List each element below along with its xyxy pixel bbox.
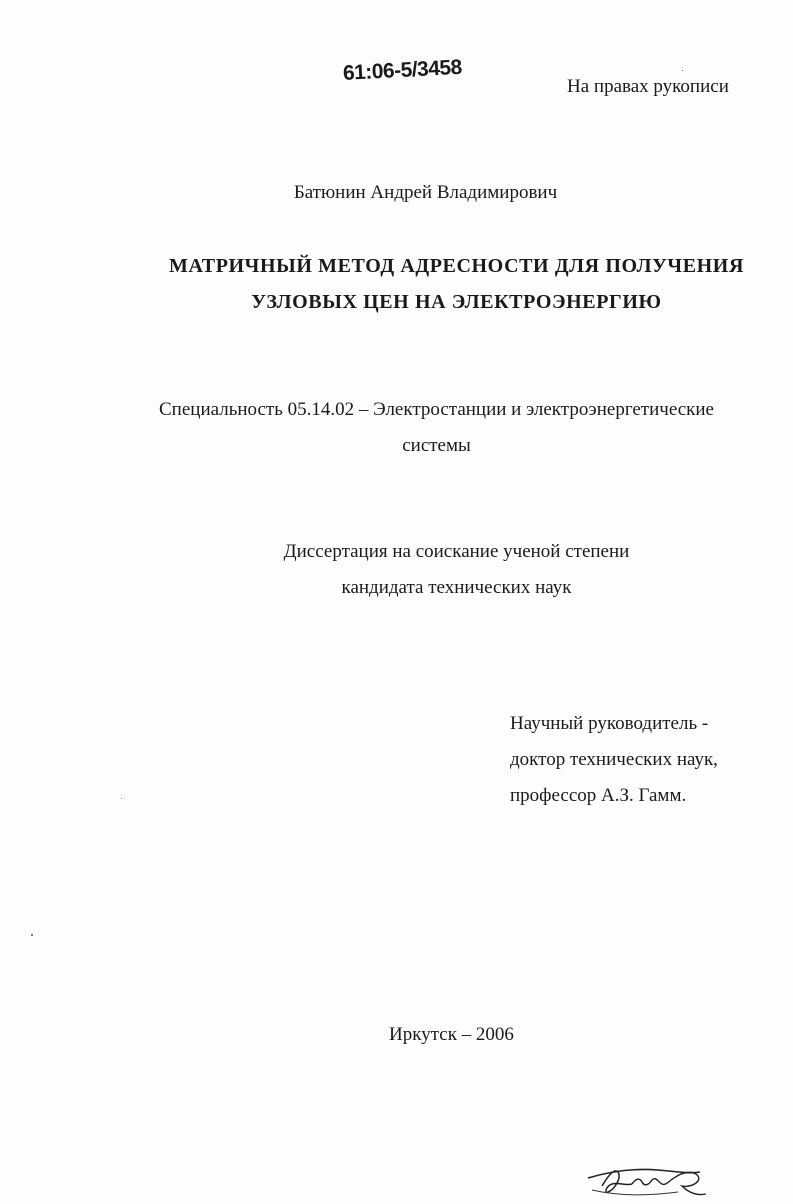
degree-line-1: Диссертация на соискание ученой степени [283, 541, 630, 562]
supervisor-line-3: профессор А.З. Гамм. [510, 785, 687, 806]
dissertation-title [100, 248, 793, 320]
supervisor-block [510, 706, 718, 814]
degree-line-2: кандидата технических наук [341, 577, 572, 598]
specialty-line-1: Специальность 05.14.02 – Электростанции и электроэнергетические [159, 399, 714, 420]
city-year: Иркутск – 2006 [389, 1024, 514, 1045]
title-line-1: МАТРИЧНЫЙ МЕТОД АДРЕСНОСТИ ДЛЯ ПОЛУЧЕНИЯ [169, 255, 744, 277]
specialty-block [60, 392, 793, 464]
scan-speck [682, 70, 683, 71]
supervisor-line-2: доктор технических наук, [510, 749, 718, 770]
scan-speck [121, 798, 122, 799]
scan-speck [31, 934, 33, 936]
degree-block [60, 534, 793, 606]
handwritten-signature [578, 1150, 718, 1204]
title-line-2: УЗЛОВЫХ ЦЕН НА ЭЛЕКТРОЭНЕРГИЮ [251, 291, 662, 313]
supervisor-line-1: Научный руководитель - [510, 713, 709, 734]
author-name: Батюнин Андрей Владимирович [293, 182, 558, 203]
rights-note: На правах рукописи [567, 76, 729, 97]
archive-stamp-number: 61:06-5/3458 [342, 55, 463, 85]
specialty-line-2: системы [402, 435, 471, 456]
